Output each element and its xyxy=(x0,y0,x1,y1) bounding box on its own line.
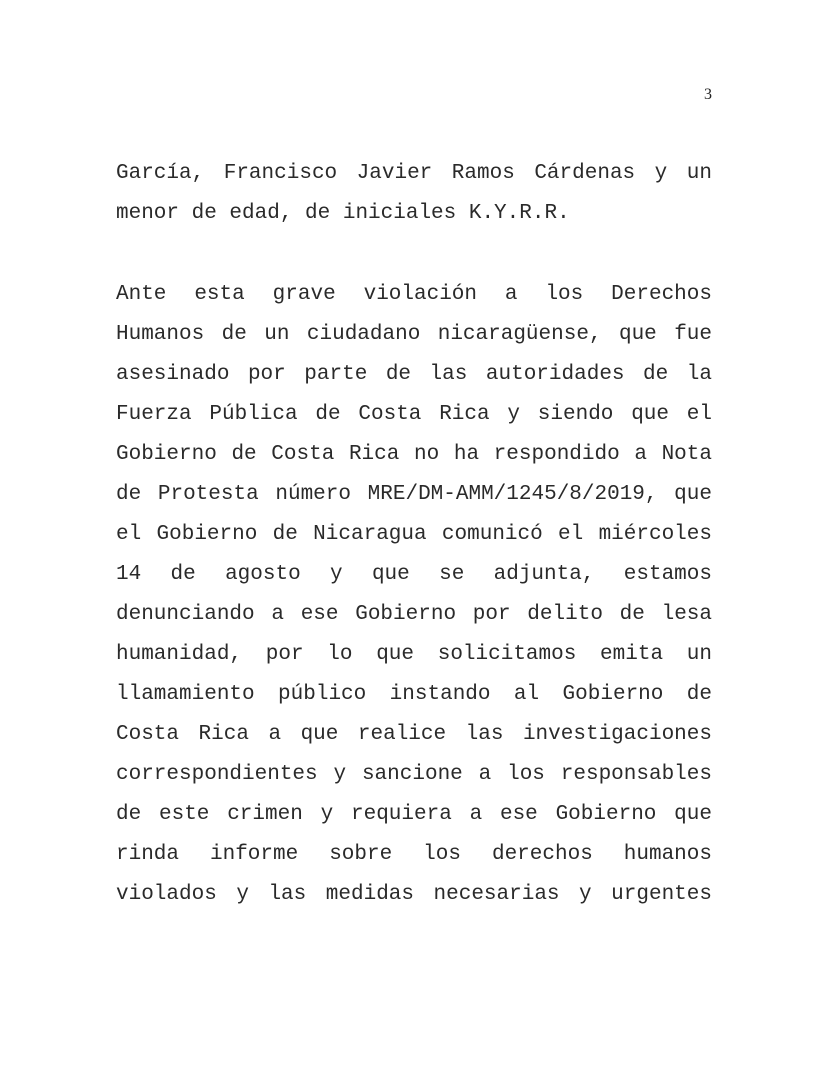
text-line: de este crimen y requiera a ese Gobierno que xyxy=(116,803,712,826)
text-line: Ante esta grave violación a los Derechos xyxy=(116,283,712,306)
text-line: rinda informe sobre los derechos humanos xyxy=(116,843,712,866)
paragraph-continuation xyxy=(116,154,712,234)
text-line: violados y las medidas necesarias y urgentes xyxy=(116,883,712,906)
text-line: Fuerza Pública de Costa Rica y siendo que el xyxy=(116,403,712,426)
text-line: Costa Rica a que realice las investigaciones xyxy=(116,723,712,746)
text-line: humanidad, por lo que solicitamos emita un xyxy=(116,643,712,666)
text-line: Humanos de un ciudadano nicaragüense, que fue xyxy=(116,323,712,346)
text-line: correspondientes y sancione a los responsables xyxy=(116,763,712,786)
text-line: de Protesta número MRE/DM-AMM/1245/8/2019, que xyxy=(116,483,712,506)
text-line: 14 de agosto y que se adjunta, estamos xyxy=(116,563,712,586)
page-number: 3 xyxy=(704,86,712,103)
text-line: García, Francisco Javier Ramos Cárdenas y un xyxy=(116,162,712,185)
text-line: llamamiento público instando al Gobierno de xyxy=(116,683,712,706)
text-line: Gobierno de Costa Rica no ha respondido a Nota xyxy=(116,443,712,466)
text-line: el Gobierno de Nicaragua comunicó el miércoles xyxy=(116,523,712,546)
text-line: menor de edad, de iniciales K.Y.R.R. xyxy=(116,202,570,225)
text-line: denunciando a ese Gobierno por delito de lesa xyxy=(116,603,712,626)
paragraph-main xyxy=(116,275,712,915)
text-line: asesinado por parte de las autoridades de la xyxy=(116,363,712,386)
